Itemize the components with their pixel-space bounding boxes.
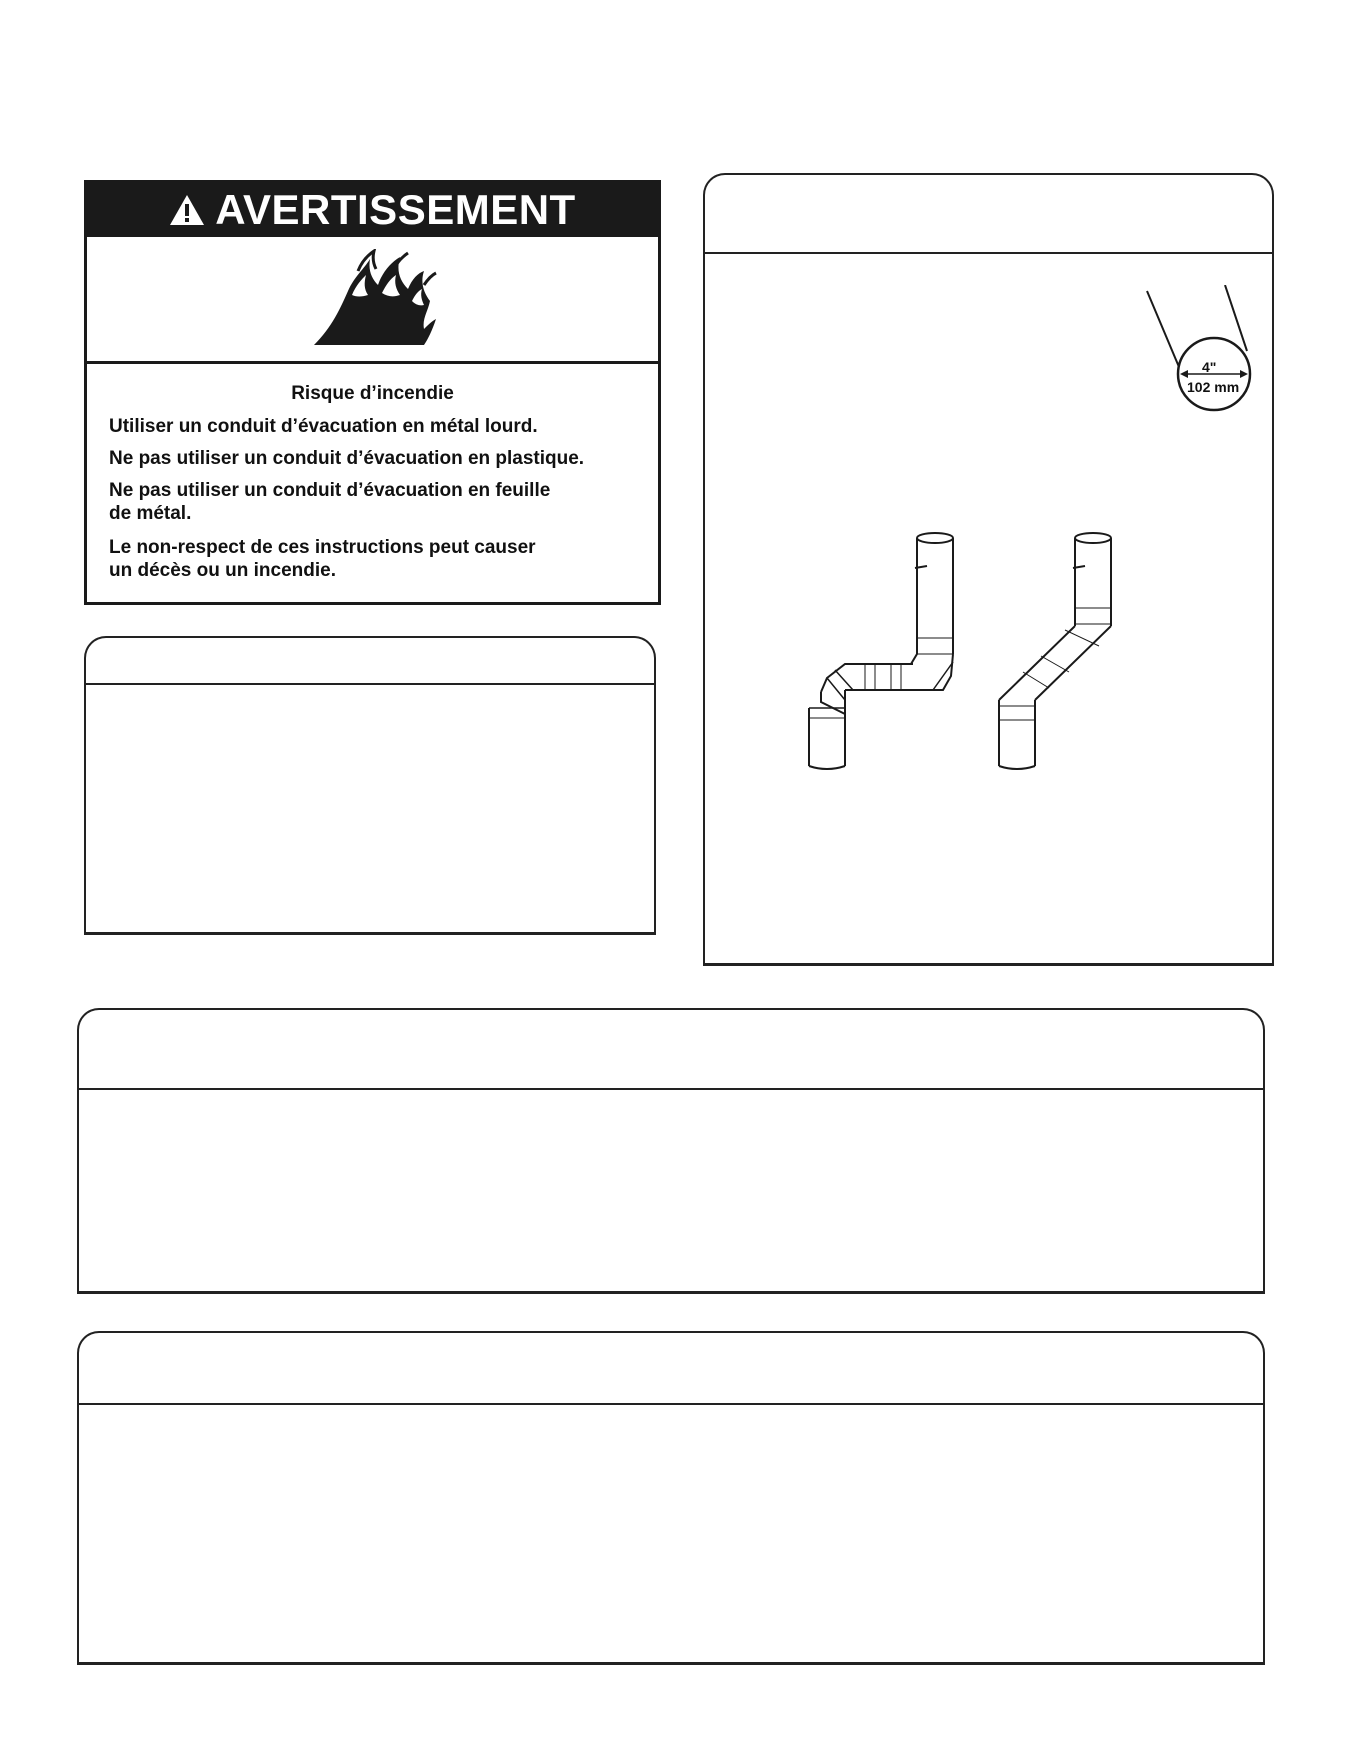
hazard-heading: Risque d’incendie xyxy=(291,383,454,404)
left-section-box xyxy=(84,636,656,935)
warning-line-5: Le non-respect de ces instructions peut causer xyxy=(109,537,536,558)
warning-header xyxy=(87,183,658,237)
warning-line-2: Ne pas utiliser un conduit d’évacuation en plastique. xyxy=(109,448,585,469)
warning-line-4: de métal. xyxy=(109,503,192,524)
vent-diagram-box xyxy=(703,173,1274,966)
warning-icon-area xyxy=(87,237,658,364)
dimension-metric: 102 mm xyxy=(1187,379,1240,395)
fire-icon xyxy=(312,249,442,349)
section-divider xyxy=(79,1403,1263,1405)
offset-duct-diagram xyxy=(995,530,1135,770)
section-divider xyxy=(705,252,1272,254)
wide-section-box-1 xyxy=(77,1008,1265,1294)
duct-diameter-diagram xyxy=(1135,285,1265,415)
section-divider xyxy=(86,683,654,685)
elbow-duct-diagram xyxy=(805,530,975,770)
wide-section-box-2 xyxy=(77,1331,1265,1665)
dimension-imperial: 4" xyxy=(1202,359,1217,375)
section-divider xyxy=(79,1088,1263,1090)
warning-box xyxy=(84,180,661,605)
warning-line-6: un décès ou un incendie. xyxy=(109,560,336,581)
warning-triangle-icon xyxy=(169,194,205,226)
warning-line-1: Utiliser un conduit d’évacuation en métal lourd. xyxy=(109,416,538,437)
warning-line-3: Ne pas utiliser un conduit d’évacuation en feuille xyxy=(109,480,551,501)
warning-title: AVERTISSEMENT xyxy=(215,186,576,233)
